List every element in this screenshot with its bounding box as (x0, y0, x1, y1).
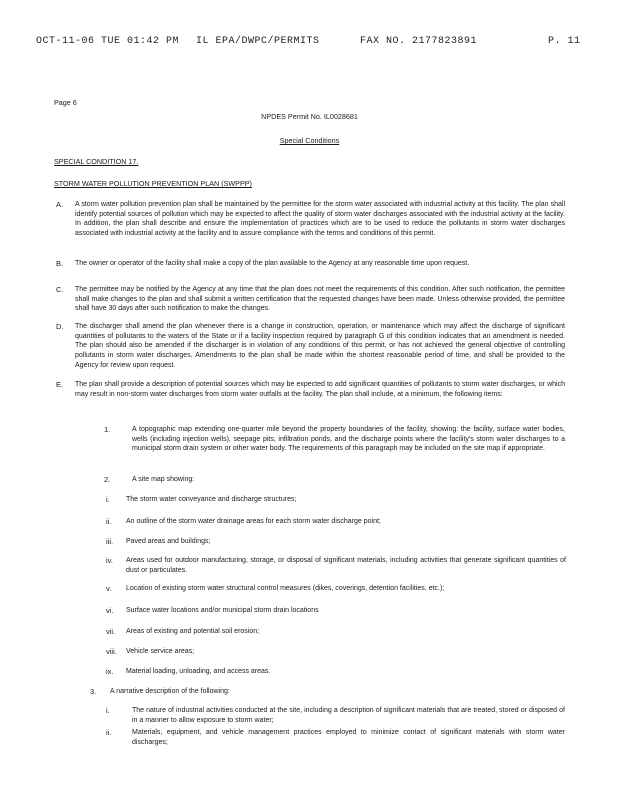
site-map-item-viii-text: Vehicle service areas; (126, 648, 195, 655)
item-1-label: 1. (104, 425, 111, 434)
page-label: Page 6 (54, 98, 77, 107)
item-3-text: A narrative description of the following: (110, 688, 230, 695)
site-map-item-viii-label: viii. (106, 647, 117, 656)
site-map-item-iv-label: iv. (106, 556, 113, 565)
site-map-item-iii-label: iii. (106, 537, 114, 546)
item-3-label: 3. (90, 687, 97, 696)
site-map-item-iii-text: Paved areas and buildings; (126, 538, 211, 545)
narrative-item-i-label: i. (106, 706, 110, 715)
permit-number: NPDES Permit No. IL0028681 (261, 112, 358, 121)
paragraph-e-text: The plan shall provide a description of potential sources which may be expected to add significant quantities of pollutants to storm water discharges, or which may result in non-storm water discharges from storm water outfalls at the facility. The plan shall include, at a minimum, the following items: (75, 381, 565, 398)
paragraph-d-text: The discharger shall amend the plan whenever there is a change in construction, operation, or maintenance which may affect the discharge of significant quantities of pollutants to the waters of the State or if a facility inspection required by paragraph G of this condition indicates that an amendment is needed. The plan should also be amended if the discharger is in violation of any conditions of this permit, or has not achieved the general objective of controlling pollutants in storm water discharges. Amendments to the plan shall be made within the shortest reasonable period of time, and shall be provided to the Agency for review upon request. (75, 323, 565, 369)
fax-datetime: OCT-11-06 TUE 01:42 PM (36, 36, 180, 47)
site-map-item-ix-label: ix. (106, 667, 114, 676)
fax-sender: IL EPA/DWPC/PERMITS (196, 36, 320, 47)
section-title: Special Conditions (279, 136, 340, 145)
item-1-text: A topographic map extending one-quarter mile beyond the property boundaries of the facility, showing: the facility, surface water bodies, wells (including injection wells), seepage pits, infiltration ponds, and the discharge points where the facility's storm water discharges to a municipal storm drain system or other water body. The requirements of this paragraph may be included on the site map if appropriate. (132, 426, 565, 453)
site-map-item-i-text: The storm water conveyance and discharge structures; (126, 496, 297, 503)
paragraph-b-label: B. (56, 259, 64, 268)
site-map-item-ii-label: ii. (106, 517, 112, 526)
narrative-item-i-text: The nature of industrial activities conducted at the site, including a description of significant materials that are treated, stored or disposed of in a manner to allow exposure to storm water; (132, 707, 565, 724)
site-map-item-i-label: i. (106, 495, 110, 504)
paragraph-e-label: E. (56, 380, 64, 389)
paragraph-a-text: A storm water pollution prevention plan shall be maintained by the permittee for the storm water associated with industrial activity at this facility. The plan shall identify potential sources of pollution which may be expected to affect the quality of storm water discharges associated with the industrial activity at the facility. In addition, the plan shall describe and ensure the implementation of practices which are to be used to reduce the pollutants in storm water discharges associated with industrial activity at the facility and to assure compliance with the terms and conditions of this permit. (75, 201, 565, 238)
site-map-item-vi-text: Surface water locations and/or municipal storm drain locations (126, 607, 319, 614)
site-map-item-vii-text: Areas of existing and potential soil erosion; (126, 628, 260, 635)
swppp-heading: STORM WATER POLLUTION PREVENTION PLAN (SWPPP) (54, 179, 252, 188)
site-map-item-v-label: v. (106, 584, 112, 593)
item-2-label: 2. (104, 475, 111, 484)
site-map-item-ix-text: Material loading, unloading, and access areas. (126, 668, 271, 675)
paragraph-d-label: D. (56, 322, 64, 331)
site-map-item-vii-label: vii. (106, 627, 116, 636)
site-map-item-vi-label: vi. (106, 606, 114, 615)
narrative-item-ii-label: ii. (106, 728, 112, 737)
special-condition-heading: SPECIAL CONDITION 17. (54, 157, 139, 166)
item-2-text: A site map showing: (132, 476, 195, 483)
narrative-item-ii-text: Materials, equipment, and vehicle management practices employed to minimize contact of significant materials with storm water discharges; (132, 729, 565, 746)
paragraph-c-label: C. (56, 285, 64, 294)
paragraph-a-label: A. (56, 200, 64, 209)
site-map-item-iv-text: Areas used for outdoor manufacturing, storage, or disposal of significant materials, including activities that generate significant quantities of dust or particulates. (126, 557, 566, 574)
paragraph-c-text: The permittee may be notified by the Agency at any time that the plan does not meet the requirements of this condition. After such notification, the permittee shall make changes to the plan and shall submit a written certification that the requested changes have been made. Unless otherwise provided, the permittee shall have 30 days after such notification to make the changes. (75, 286, 565, 313)
paragraph-b-text: The owner or operator of the facility shall make a copy of the plan available to the Agency at any reasonable time upon request. (75, 260, 470, 267)
fax-number: FAX NO. 2177823891 (360, 36, 478, 47)
fax-page: P. 11 (548, 36, 581, 47)
site-map-item-v-text: Location of existing storm water structural control measures (dikes, coverings, detention facilities, etc.); (126, 585, 445, 592)
site-map-item-ii-text: An outline of the storm water drainage areas for each storm water discharge point; (126, 518, 381, 525)
